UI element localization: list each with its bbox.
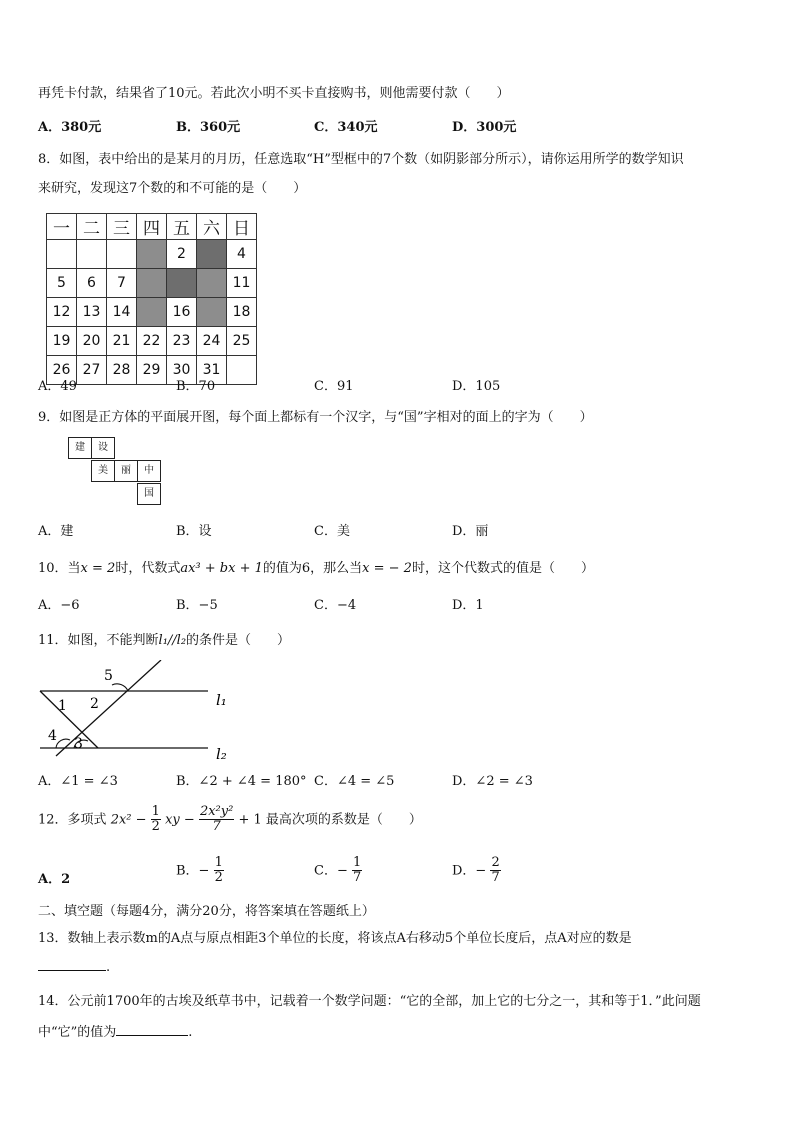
label-l1: l₁ [216, 691, 227, 709]
q12-text-b: 最高次项的系数是（ ） [265, 812, 422, 828]
q12-option-c-num: 1 [352, 855, 362, 870]
q12-option-c [314, 856, 362, 886]
calendar-cell [77, 240, 107, 269]
calendar-header-sun: 日 [227, 214, 257, 240]
angle-label-2: 2 [90, 696, 99, 712]
q12-option-a: A．2 [38, 872, 71, 887]
calendar-cell: 18 [227, 298, 257, 327]
q10-expression: ax³ + bx + 1 [180, 561, 263, 576]
q10-text [38, 557, 594, 576]
net-face-li: 丽 [114, 460, 138, 482]
calendar-row [47, 240, 257, 269]
calendar-cell: 29 [137, 356, 167, 385]
calendar-header-thu: 四 [137, 214, 167, 240]
q13-answer-blank[interactable] [38, 958, 106, 971]
calendar-cell: 19 [47, 327, 77, 356]
q10-text-a: 10．当 [38, 561, 81, 576]
q11-text [38, 629, 290, 648]
q12-frac2-den: 7 [212, 819, 221, 835]
q7-option-a: A．380元 [38, 120, 102, 135]
calendar-table [46, 213, 257, 385]
q8-option-b: B．70 [176, 379, 216, 394]
calendar-cell: 2 [167, 240, 197, 269]
calendar-cell: 23 [167, 327, 197, 356]
calendar-row [47, 356, 257, 385]
q12-option-c-label: C．− [314, 863, 348, 879]
calendar-cell: 13 [77, 298, 107, 327]
angle-arc-5 [112, 684, 128, 691]
calendar-row [47, 269, 257, 298]
calendar-cell-shaded [137, 240, 167, 269]
q13-line2-end: . [106, 960, 111, 975]
q12-fraction-2 [199, 805, 234, 835]
q12-poly-c: + 1 [238, 812, 262, 828]
q12-option-d-frac [490, 856, 500, 886]
calendar-header-row [47, 214, 257, 240]
q12-option-d-num: 2 [491, 855, 500, 870]
calendar-cell: 12 [47, 298, 77, 327]
q12-frac1-num: 1 [151, 804, 160, 819]
q9-option-d: D．丽 [452, 524, 489, 539]
calendar-cell: 26 [47, 356, 77, 385]
net-face-guo: 国 [137, 483, 161, 505]
q11-option-a: A．∠1 = ∠3 [38, 774, 118, 789]
calendar-cell: 14 [107, 298, 137, 327]
q14-text-line2: 中“它”的值为 [38, 1025, 117, 1040]
calendar-cell: 21 [107, 327, 137, 356]
parallel-lines-figure [36, 660, 246, 760]
q10-x-eq-2: x = 2 [80, 561, 116, 576]
calendar-cell: 25 [227, 327, 257, 356]
q11-text-c: 的条件是（ ） [186, 633, 291, 648]
calendar-cell: 28 [107, 356, 137, 385]
q10-option-d: D．1 [452, 598, 484, 613]
calendar-cell: 16 [167, 298, 197, 327]
q12-option-b [176, 856, 224, 886]
calendar-cell-shaded [197, 269, 227, 298]
q14-line2 [38, 1021, 192, 1040]
q9-option-a: A．建 [38, 524, 74, 539]
q13-line2 [38, 958, 110, 975]
calendar-cell-shaded [197, 298, 227, 327]
calendar-cell-shaded [197, 240, 227, 269]
calendar-cell [47, 240, 77, 269]
q11-option-d: D．∠2 = ∠3 [452, 774, 533, 789]
q12-option-b-frac [214, 856, 224, 886]
calendar-cell-shaded [137, 269, 167, 298]
q12-option-b-label: B．− [176, 863, 210, 879]
q11-parallel-expr: l₁//l₂ [158, 633, 187, 648]
calendar-cell [107, 240, 137, 269]
q10-option-c: C．−4 [314, 598, 357, 613]
calendar-header-wed: 三 [107, 214, 137, 240]
q9-text: 9．如图是正方体的平面展开图，每个面上都标有一个汉字，与“国”字相对的面上的字为（ ） [38, 410, 593, 425]
calendar-cell-shaded [167, 269, 197, 298]
calendar-header-tue: 二 [77, 214, 107, 240]
calendar-row [47, 327, 257, 356]
q12-text [38, 805, 422, 835]
calendar-row [47, 298, 257, 327]
angle-label-3: 3 [74, 736, 83, 752]
calendar-header-sat: 六 [197, 214, 227, 240]
calendar-cell: 22 [137, 327, 167, 356]
q10-x-eq-neg2: x = − 2 [362, 561, 412, 576]
calendar-cell: 24 [197, 327, 227, 356]
q14-text-line1: 14．公元前1700年的古埃及纸草书中，记载着一个数学问题：“它的全部，加上它的七分之一，其和等于1．”此问题 [38, 994, 701, 1009]
q11-option-b: B．∠2 + ∠4 = 180° [176, 774, 307, 789]
q12-option-b-den: 2 [214, 870, 223, 886]
q8-option-d: D．105 [452, 379, 501, 394]
angle-arc-4 [56, 739, 70, 748]
q12-frac1-den: 2 [151, 819, 160, 835]
q10-text-g: 时，这个代数式的值是（ ） [411, 561, 594, 576]
calendar-header-fri: 五 [167, 214, 197, 240]
q12-fraction-1 [151, 805, 161, 835]
q10-option-a: A．−6 [38, 598, 80, 613]
q9-option-b: B．设 [176, 524, 212, 539]
net-face-zhong: 中 [137, 460, 161, 482]
angle-label-1: 1 [58, 698, 67, 714]
q9-option-c: C．美 [314, 524, 350, 539]
q12-text-a: 12．多项式 [38, 812, 107, 828]
calendar-cell: 27 [77, 356, 107, 385]
q7-option-b: B．360元 [176, 120, 241, 135]
net-face-jian: 建 [68, 437, 92, 459]
q11-option-c: C．∠4 = ∠5 [314, 774, 395, 789]
q12-option-c-den: 7 [352, 870, 362, 886]
q12-option-d-den: 7 [491, 870, 500, 886]
q14-answer-blank[interactable] [116, 1023, 188, 1036]
calendar-cell-shaded [137, 298, 167, 327]
calendar-cell: 7 [107, 269, 137, 298]
q14-line2-end: . [188, 1025, 193, 1040]
calendar-cell [227, 356, 257, 385]
angle-label-4: 4 [48, 728, 57, 744]
q12-option-b-num: 1 [214, 855, 223, 870]
calendar-cell: 11 [227, 269, 257, 298]
section-2-title: 二、填空题（每题4分，满分20分，将答案填在答题纸上） [38, 904, 375, 919]
net-face-she: 设 [91, 437, 115, 459]
calendar-cell: 4 [227, 240, 257, 269]
q12-option-d [452, 856, 501, 886]
q10-text-c: 时，代数式 [115, 561, 181, 576]
net-face-mei: 美 [91, 460, 115, 482]
q10-text-e: 的值为6，那么当 [262, 561, 363, 576]
q12-poly-a: 2x² − [110, 812, 147, 828]
q7-option-c: C．340元 [314, 120, 378, 135]
label-l2: l₂ [216, 745, 227, 760]
angle-label-5: 5 [104, 668, 113, 684]
calendar-header-mon: 一 [47, 214, 77, 240]
q13-text-line1: 13．数轴上表示数m的A点与原点相距3个单位的长度，将该点A右移动5个单位长度后，点A对应的数是 [38, 931, 632, 946]
q10-option-b: B．−5 [176, 598, 218, 613]
q7-option-d: D．300元 [452, 120, 517, 135]
q12-option-c-frac [352, 856, 362, 886]
q8-option-c: C．91 [314, 379, 354, 394]
q11-text-a: 11．如图，不能判断 [38, 633, 159, 648]
q12-frac2-num: 2x²y² [199, 804, 234, 819]
q8-text-line1: 8．如图，表中给出的是某月的月历，任意选取“H”型框中的7个数（如阴影部分所示），请你运用所学的数学知识 [38, 152, 684, 167]
q12-poly-b: xy − [165, 812, 195, 828]
calendar-cell: 30 [167, 356, 197, 385]
q7-tail-text: 再凭卡付款，结果省了10元。若此次小明不买卡直接购书，则他需要付款（ ） [38, 86, 510, 101]
calendar-cell: 20 [77, 327, 107, 356]
calendar-cell: 5 [47, 269, 77, 298]
calendar-cell: 31 [197, 356, 227, 385]
q8-text-line2: 来研究，发现这7个数的和不可能的是（ ） [38, 181, 307, 196]
q12-option-d-label: D．− [452, 863, 487, 879]
q8-option-a: A．49 [38, 379, 77, 394]
calendar-cell: 6 [77, 269, 107, 298]
